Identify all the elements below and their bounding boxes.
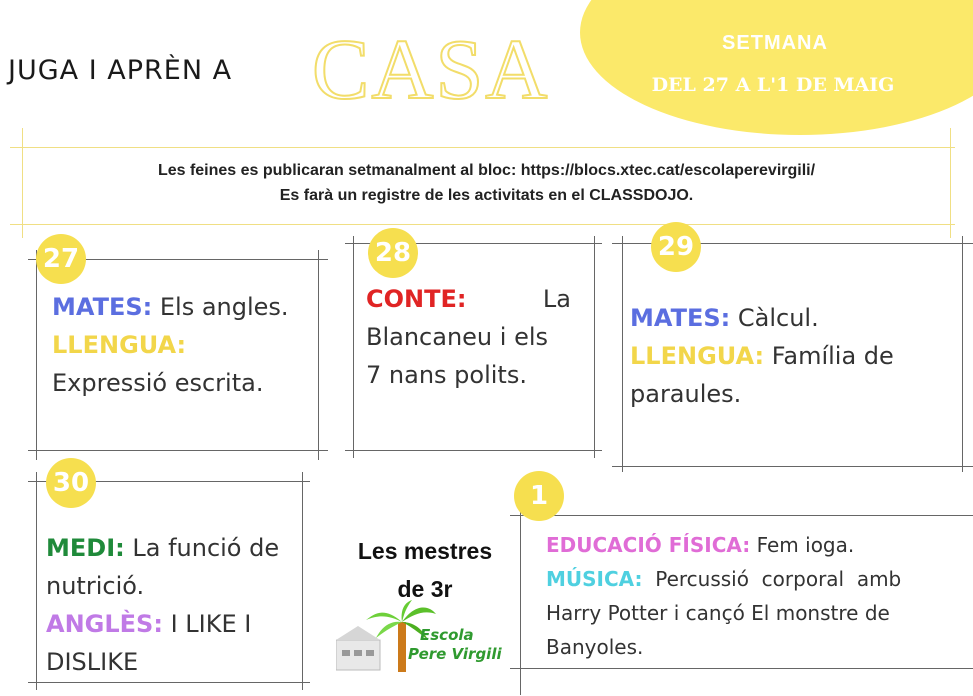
day-1-musica-text-3: Banyoles. [546,635,644,659]
box-30-right-line [302,472,303,690]
box-30-bottom-line [28,682,310,683]
day-27-badge: 27 [36,234,86,284]
day-29-content [630,299,950,413]
day-30-subject-medi: MEDI: [46,534,125,562]
day-1-musica-text-2: Harry Potter i cançó El monstre de [546,601,890,625]
notice-banner [10,147,955,225]
box-28-right-line [594,236,595,458]
week-dates: DEL 27 A L'1 DE MAIG [651,74,895,96]
notice-line-blog: Les feines es publicaran setmanalment al bloc: https://blocs.xtec.cat/escolaperevirgili/ [157,162,816,179]
day-1-subject-musica: MÚSICA: [546,567,643,591]
logo-text-pere-virgili: Pere Virgili [408,645,502,663]
title-casa: CASA [312,21,550,117]
box-29-right-line [962,236,963,472]
day-1-badge: 1 [514,471,564,521]
day-29-subject-mates: MATES: [630,304,731,332]
day-1-musica-text-1: Percussió corporal amb [642,567,902,591]
day-30-angles-text-1: I LIKE I [162,610,252,638]
day-29-badge: 29 [651,222,701,272]
header-yellow-blob [580,0,973,135]
day-27-mates-text: Els angles. [152,293,289,321]
title-prefix: JUGA I APRÈN A [8,55,233,86]
box-1-top-line [510,515,973,516]
day-28-conte-text-3: 7 nans polits. [366,361,527,389]
day-27-subject-llengua: LLENGUA: [52,331,187,359]
day-28-content [366,280,571,394]
day-27-content [52,288,312,402]
teachers-line-2: de 3r [397,576,453,602]
day-28-subject-conte: CONTE: [366,285,467,313]
banner-frame-line [22,128,23,238]
box-28-bottom-line [345,450,602,451]
day-1-subject-educacio-fisica: EDUCACIÓ FÍSICA: [546,533,751,557]
day-30-content [46,529,296,681]
day-30-angles-text-2: DISLIKE [46,648,139,676]
day-1-ef-text: Fem ioga. [750,533,855,557]
day-29-subject-llengua: LLENGUA: [630,342,765,370]
day-28-badge: 28 [368,228,418,278]
banner-frame-line [950,128,951,238]
box-29-bottom-line [612,466,973,467]
notice-line-classdojo: Es farà un registre de les activitats en el CLASSDOJO. [279,187,694,204]
box-27-right-line [318,250,319,460]
box-29-left-line [622,236,623,472]
box-1-bottom-line [510,668,973,669]
day-29-llengua-text-1: Família de [764,342,894,370]
day-1-content [546,528,966,664]
day-30-medi-text-1: La funció de [124,534,280,562]
day-30-medi-text-2: nutrició. [46,572,145,600]
day-30-subject-angles: ANGLÈS: [46,610,163,638]
box-1-left-line [520,505,521,695]
day-30-badge: 30 [46,458,96,508]
day-29-mates-text: Càlcul. [730,304,819,332]
box-27-bottom-line [28,450,328,451]
day-27-subject-mates: MATES: [52,293,153,321]
day-27-llengua-text: Expressió escrita. [52,369,264,397]
day-29-llengua-text-2: paraules. [630,380,742,408]
logo-text-escola: Escola [420,626,474,644]
box-28-left-line [353,236,354,458]
week-label: SETMANA [722,32,828,54]
day-28-conte-text-1: La [542,285,571,313]
teachers-line-1: Les mestres [357,538,493,564]
day-28-conte-text-2: Blancaneu i els [366,323,549,351]
box-30-left-line [36,472,37,690]
box-27-left-line [36,250,37,460]
